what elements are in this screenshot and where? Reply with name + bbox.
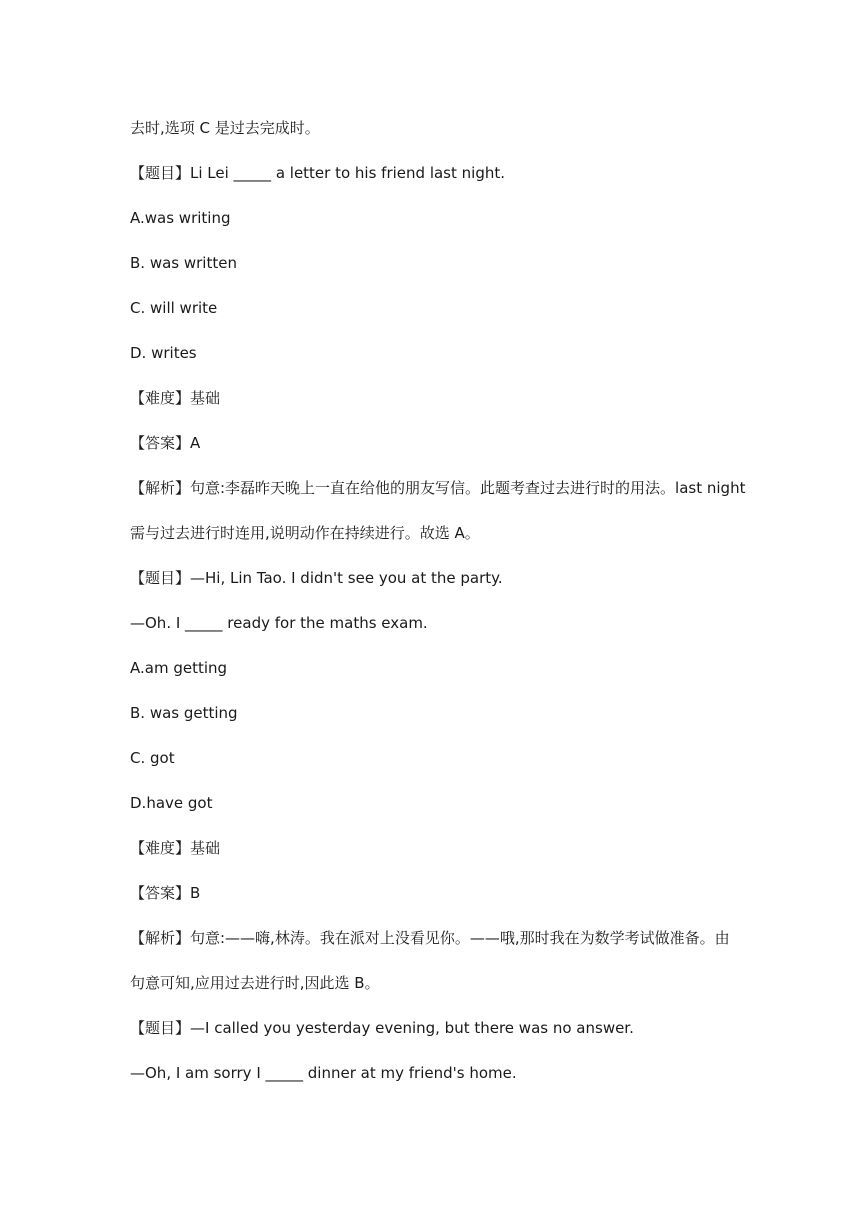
difficulty-line: 【难度】基础	[130, 389, 221, 407]
option-c: C. got	[130, 749, 175, 767]
question-stem: —Oh, I am sorry I _____ dinner at my friend's home.	[130, 1064, 517, 1082]
option-c: C. will write	[130, 299, 218, 317]
question-stem: 【题目】—Hi, Lin Tao. I didn't see you at the party.	[130, 569, 503, 587]
question-stem: 【题目】—I called you yesterday evening, but there was no answer.	[130, 1019, 634, 1037]
analysis-line: 【解析】句意:——嗨,林涛。我在派对上没看见你。——哦,那时我在为数学考试做准备。由	[130, 929, 730, 947]
option-b: B. was written	[130, 254, 237, 272]
answer-line: 【答案】B	[130, 884, 201, 902]
option-a: A.am getting	[130, 659, 228, 677]
analysis-line: 需与过去进行时连用,说明动作在持续进行。故选 A。	[130, 524, 480, 542]
option-a: A.was writing	[130, 209, 231, 227]
question-stem: —Oh. I _____ ready for the maths exam.	[130, 614, 428, 632]
document-body	[130, 116, 750, 1106]
analysis-line: 【解析】句意:李磊昨天晚上一直在给他的朋友写信。此题考查过去进行时的用法。last night	[130, 479, 746, 497]
option-d: D.have got	[130, 794, 213, 812]
text-line: 去时,选项 C 是过去完成时。	[130, 119, 320, 137]
option-b: B. was getting	[130, 704, 238, 722]
option-d: D. writes	[130, 344, 197, 362]
answer-line: 【答案】A	[130, 434, 201, 452]
question-stem: 【题目】Li Lei _____ a letter to his friend last night.	[130, 164, 506, 182]
analysis-line: 句意可知,应用过去进行时,因此选 B。	[130, 974, 380, 992]
difficulty-line: 【难度】基础	[130, 839, 221, 857]
